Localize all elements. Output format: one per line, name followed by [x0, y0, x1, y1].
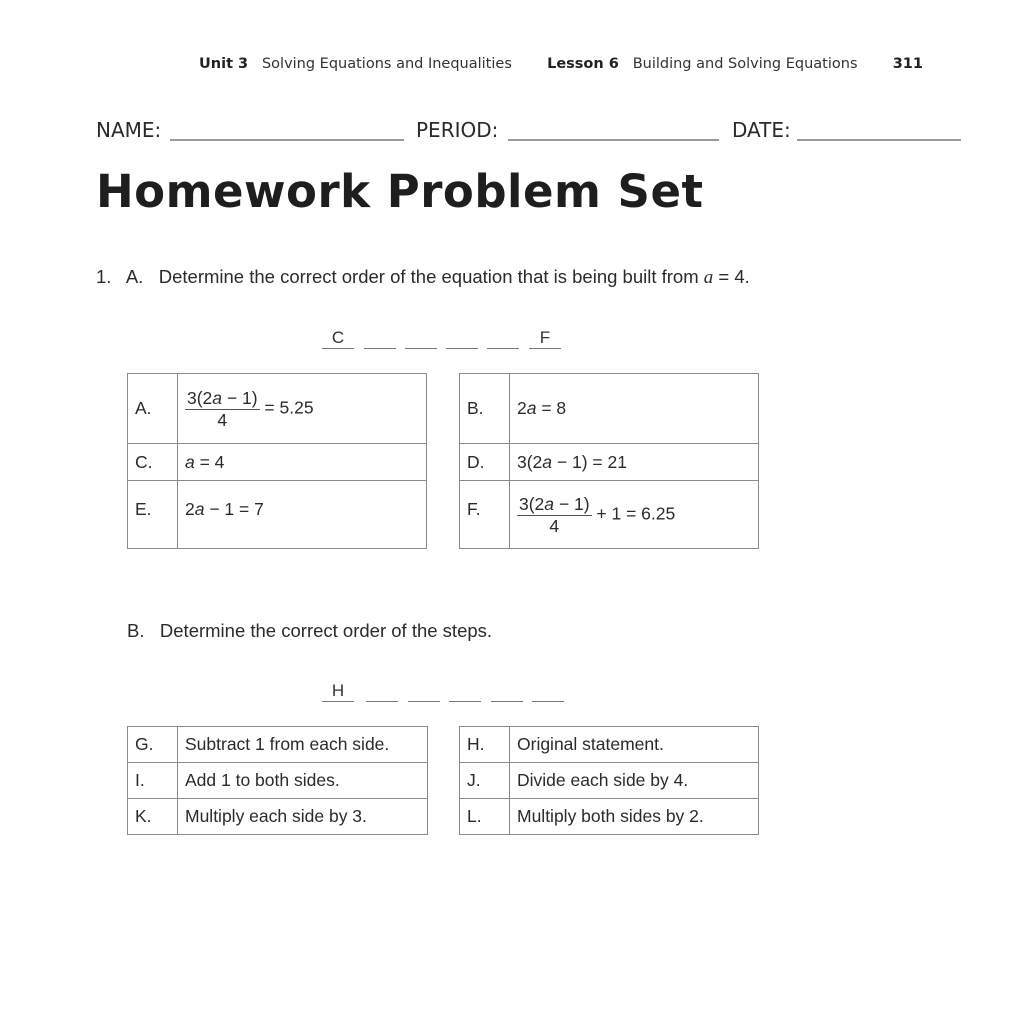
table-row [128, 374, 427, 444]
period-field[interactable] [508, 139, 719, 141]
name-field[interactable] [170, 139, 404, 141]
answer-blank[interactable] [364, 328, 396, 349]
step-cell: Multiply each side by 3. [178, 799, 428, 835]
equation-cell: a = 4 [178, 444, 427, 481]
step-cell: Subtract 1 from each side. [178, 727, 428, 763]
option-letter: C. [128, 444, 178, 481]
option-letter: I. [128, 763, 178, 799]
page-number: 311 [892, 56, 923, 72]
table-row [460, 444, 759, 481]
option-letter: E. [128, 481, 178, 549]
variable-a: a [703, 267, 714, 288]
step-cell: Original statement. [510, 727, 759, 763]
table-row [460, 481, 759, 549]
part-b-answer-blanks [322, 678, 567, 702]
answer-blank[interactable] [487, 328, 519, 349]
part-a-prompt-text: Determine the correct order of the equation that is being built from [158, 266, 704, 287]
equation-table-left [127, 373, 427, 549]
date-field[interactable] [797, 139, 961, 141]
step-cell: Multiply both sides by 2. [510, 799, 759, 835]
answer-blank[interactable] [449, 681, 481, 702]
lesson-label: Lesson 6 [547, 56, 619, 72]
table-row [128, 481, 427, 549]
table-row [128, 763, 428, 799]
part-a-label: A. [125, 266, 144, 287]
equation-cell: $\frac{3(2a - 1)}{4}$ + 1 = 6.25 [510, 481, 759, 549]
equation-cell: 2a − 1 = 7 [178, 481, 427, 549]
equation-cell: 2a = 8 [510, 374, 759, 444]
option-letter: A. [128, 374, 178, 444]
table-row [460, 727, 759, 763]
equation-cell: $\frac{3(2a - 1)}{4}$ = 5.25 [178, 374, 427, 444]
page-title: Homework Problem Set [96, 165, 704, 218]
option-letter: D. [460, 444, 510, 481]
option-letter: F. [460, 481, 510, 549]
equation-table-right [459, 373, 759, 549]
answer-blank[interactable]: C [322, 328, 354, 349]
option-letter: B. [460, 374, 510, 444]
steps-table-right [459, 726, 759, 835]
problem-number: 1. [96, 266, 112, 287]
part-a-answer-blanks [322, 325, 567, 349]
answer-blank[interactable] [408, 681, 440, 702]
option-letter: K. [128, 799, 178, 835]
answer-blank[interactable] [532, 681, 564, 702]
answer-blank[interactable] [446, 328, 478, 349]
table-row [128, 799, 428, 835]
table-row [128, 727, 428, 763]
answer-blank[interactable] [491, 681, 523, 702]
problem-1b-prompt [127, 620, 492, 642]
option-letter: G. [128, 727, 178, 763]
date-label: DATE: [732, 118, 791, 142]
running-head [199, 56, 923, 72]
equation-cell: 3(2a − 1) = 21 [510, 444, 759, 481]
lesson-title: Building and Solving Equations [632, 56, 858, 72]
answer-blank[interactable]: H [322, 681, 354, 702]
table-row [460, 374, 759, 444]
option-letter: L. [460, 799, 510, 835]
steps-table-left [127, 726, 428, 835]
period-label: PERIOD: [416, 118, 499, 142]
step-cell: Divide each side by 4. [510, 763, 759, 799]
unit-title: Solving Equations and Inequalities [261, 56, 512, 72]
fraction: $\frac{3(2a - 1)}{4}$ [187, 387, 258, 430]
table-row [460, 799, 759, 835]
part-a-prompt-math: = 4. [713, 266, 750, 287]
unit-label: Unit 3 [199, 56, 249, 72]
answer-blank[interactable] [366, 681, 398, 702]
option-letter: H. [460, 727, 510, 763]
table-row [460, 763, 759, 799]
part-b-prompt-text: Determine the correct order of the steps. [159, 620, 493, 641]
student-info-row [96, 118, 962, 146]
answer-blank[interactable]: F [529, 328, 561, 349]
table-row [128, 444, 427, 481]
answer-blank[interactable] [405, 328, 437, 349]
step-cell: Add 1 to both sides. [178, 763, 428, 799]
option-letter: J. [460, 763, 510, 799]
fraction: $\frac{3(2a - 1)}{4}$ [519, 493, 590, 536]
name-label: NAME: [96, 118, 162, 142]
problem-1a-prompt [96, 266, 750, 289]
part-b-label: B. [127, 620, 145, 641]
